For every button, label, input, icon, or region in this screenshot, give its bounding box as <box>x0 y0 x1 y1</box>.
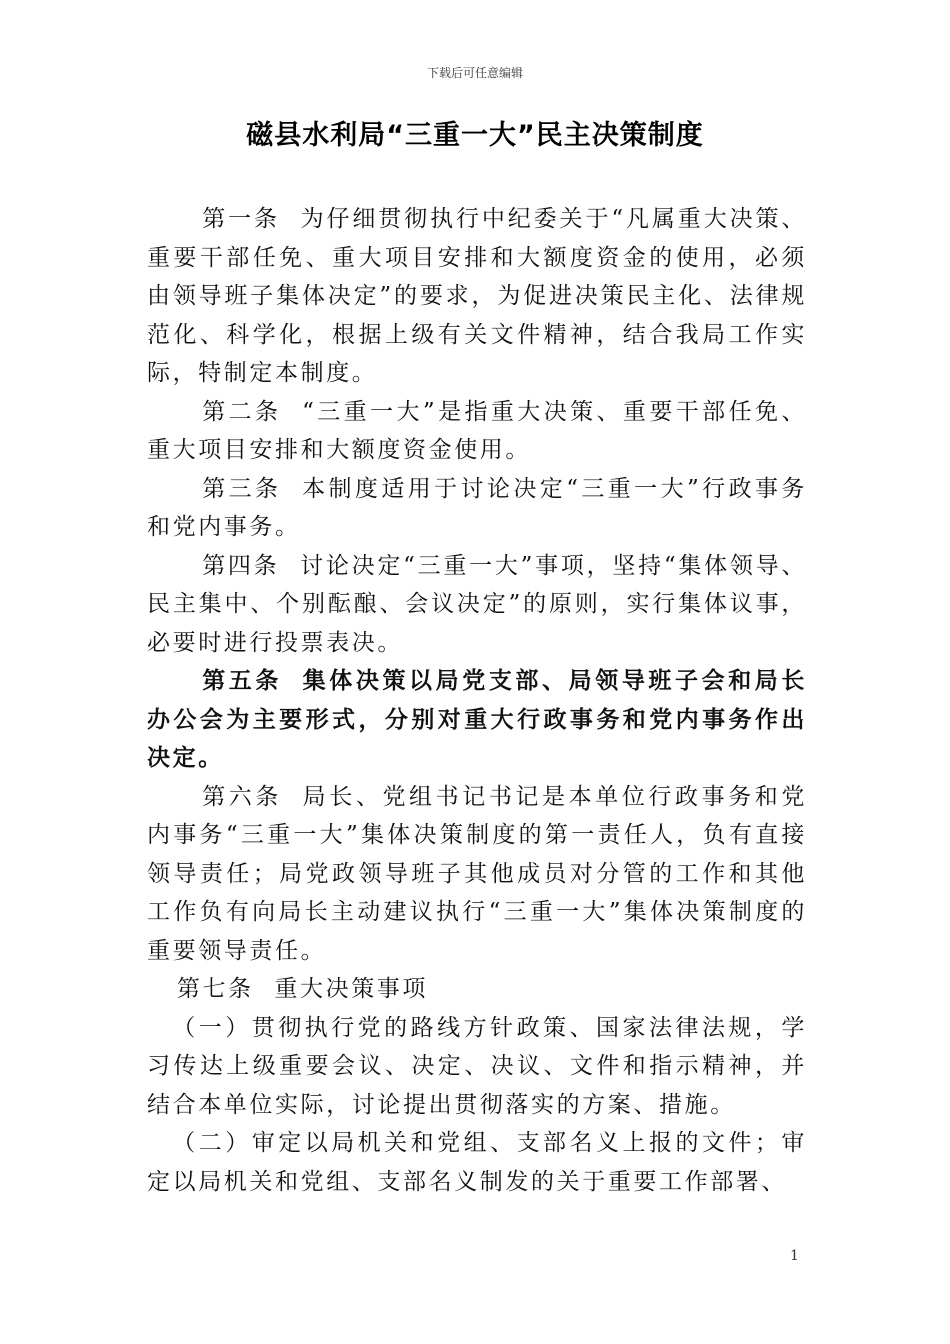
article-label: 第六条 <box>202 783 282 810</box>
article-label: 第三条 <box>202 475 282 502</box>
document-title: 磁县水利局“三重一大”民主决策制度 <box>246 120 704 151</box>
list-item: （一）贯彻执行党的路线方针政策、国家法律法规，学习传达上级重要会议、决定、决议、文件和指示精神，并结合本单位实际，讨论提出贯彻落实的方案、措施。 <box>147 1014 807 1118</box>
article-text: 重大决策事项 <box>274 976 428 1002</box>
article-label: 第七条 <box>176 976 254 1002</box>
article-label: 第一条 <box>202 206 280 232</box>
article-label: 第四条 <box>202 552 280 579</box>
article-7 <box>147 970 807 1009</box>
article-text: 局长、党组书记书记是本单位行政事务和党内事务“三重一大”集体决策制度的第一责任人，负有直接领导责任；局党政领导班子其他成员对分管的工作和其他工作负有向局长主动建议执行“三重一大”集体决策制度的重要领导责任。 <box>147 783 807 964</box>
article-5 <box>147 662 807 778</box>
page-number: 1 <box>790 1248 799 1264</box>
article-3 <box>147 470 807 547</box>
article-label: 第二条 <box>202 398 282 425</box>
article-2 <box>147 393 807 470</box>
article-text: 讨论决定“三重一大”事项，坚持“集体领导、民主集中、个别酝酿、会议决定”的原则，实行集体议事，必要时进行投票表决。 <box>147 552 807 656</box>
article-1 <box>147 200 807 393</box>
page-header-note: 下载后可任意编辑 <box>426 66 523 80</box>
article-text: 本制度适用于讨论决定“三重一大”行政事务和党内事务。 <box>147 475 807 540</box>
article-label: 第五条 <box>202 667 282 694</box>
list-item: （二）审定以局机关和党组、支部名义上报的文件；审定以局机关和党组、支部名义制发的关于重要工作部署、 <box>147 1130 807 1195</box>
article-text: 为仔细贯彻执行中纪委关于“凡属重大决策、重要干部任免、重大项目安排和大额度资金的使用，必须由领导班子集体决定”的要求，为促进决策民主化、法律规范化、科学化，根据上级有关文件精神，结合我局工作实际，特制定本制度。 <box>147 206 807 386</box>
article-text: 集体决策以局党支部、局领导班子会和局长办公会为主要形式，分别对重大行政事务和党内事务作出决定。 <box>147 667 807 771</box>
article-text: “三重一大”是指重大决策、重要干部任免、重大项目安排和大额度资金使用。 <box>147 398 807 463</box>
article-4 <box>147 547 807 663</box>
document-body <box>147 200 807 1201</box>
article-6 <box>147 778 807 971</box>
